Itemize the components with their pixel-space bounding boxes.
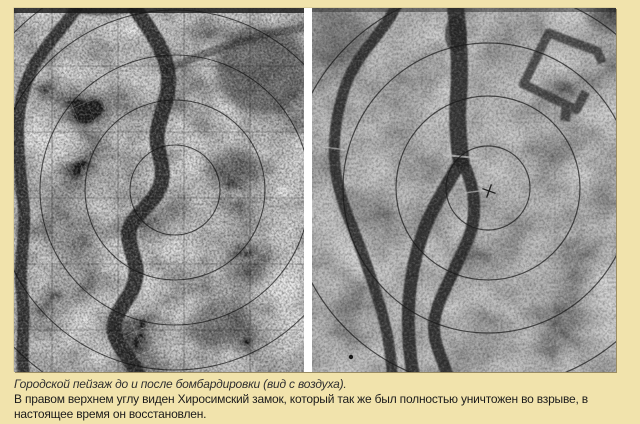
- aerial-photos-figure: [14, 8, 616, 372]
- after-photo-image: [312, 8, 616, 372]
- before-photo-image: [14, 8, 304, 372]
- photo-speck: [349, 355, 353, 359]
- after-photo: [312, 8, 616, 372]
- figure-caption: [14, 377, 614, 422]
- caption-body: В правом верхнем углу виден Хиросимский замок, который так же был полностью уничтожен во взрыве, в настоящее время он восстановлен.: [14, 392, 588, 421]
- caption-title: Городской пейзаж до и после бомбардировки (вид с воздуха).: [14, 377, 347, 391]
- before-photo: [14, 8, 304, 372]
